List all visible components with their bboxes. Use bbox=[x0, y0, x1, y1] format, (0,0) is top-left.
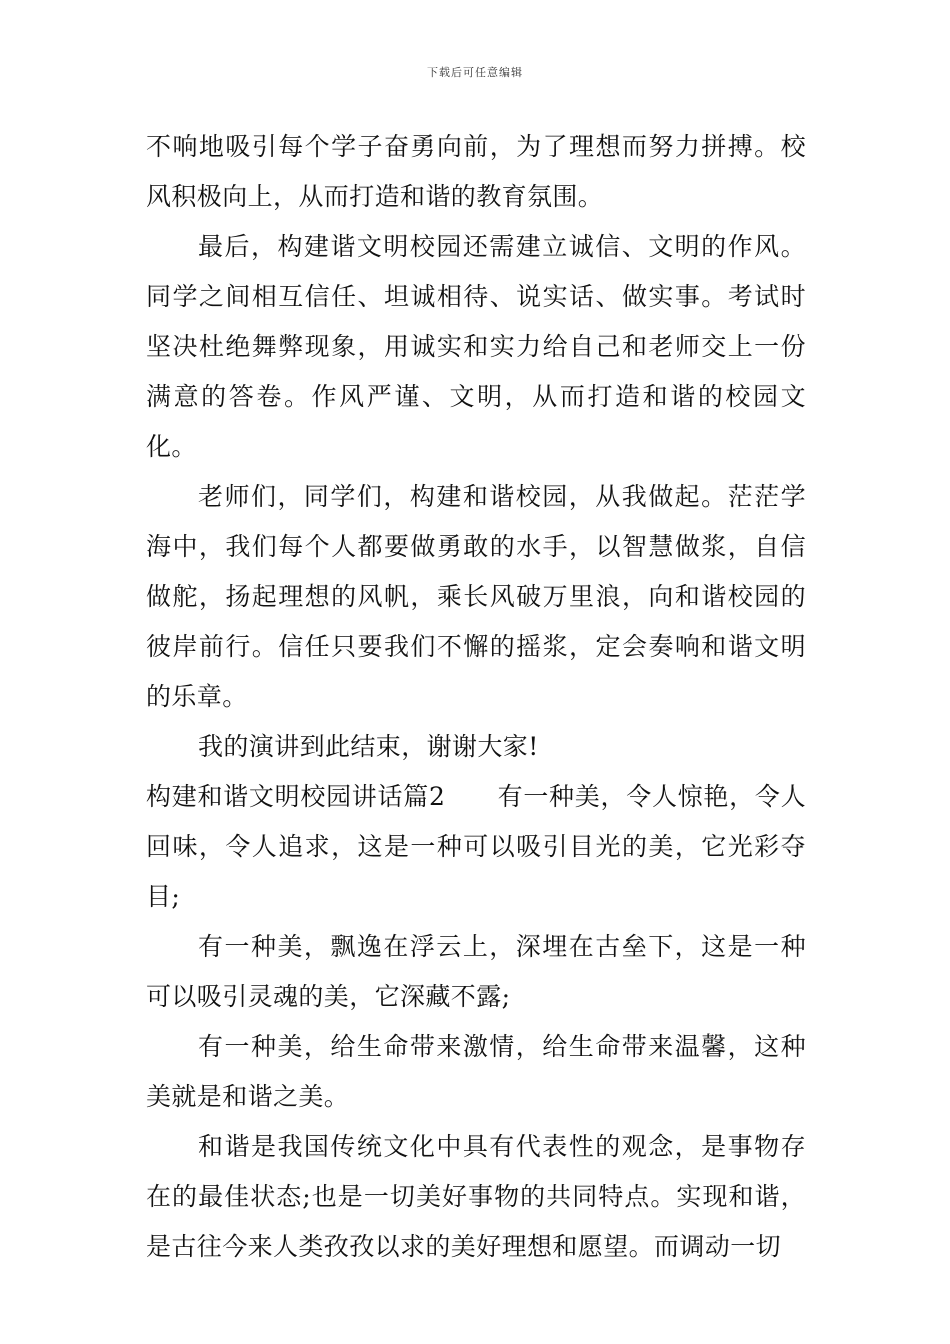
section-title: 构建和谐文明校园讲话篇2 bbox=[146, 782, 446, 811]
section-body: 有一种美，令人惊艳，令人回味，令人追求，这是一种可以吸引目光的美，它光彩夺目; bbox=[146, 782, 806, 911]
paragraph-1: 不响地吸引每个学子奋勇向前，为了理想而努力拼搏。校风积极向上，从而打造和谐的教育氛围。 bbox=[146, 132, 806, 211]
paragraph-4: 我的演讲到此结束，谢谢大家! bbox=[198, 732, 539, 761]
paragraph-8: 和谐是我国传统文化中具有代表性的观念，是事物存在的最佳状态;也是一切美好事物的共同特点。实现和谐，是古往今来人类孜孜以求的美好理想和愿望。而调动一切 bbox=[146, 1132, 806, 1261]
paragraph-3: 老师们，同学们，构建和谐校园，从我做起。茫茫学海中，我们每个人都要做勇敢的水手，以智慧做浆，自信做舵，扬起理想的风帆，乘长风破万里浪，向和谐校园的彼岸前行。信任只要我们不懈的摇浆，定会奏响和谐文明的乐章。 bbox=[146, 482, 806, 711]
paragraph-5 bbox=[146, 772, 806, 922]
paragraph-2: 最后，构建谐文明校园还需建立诚信、文明的作风。同学之间相互信任、坦诚相待、说实话、做实事。考试时坚决杜绝舞弊现象，用诚实和实力给自己和老师交上一份满意的答卷。作风严谨、文明，从而打造和谐的校园文化。 bbox=[146, 232, 806, 461]
paragraph-7: 有一种美，给生命带来激情，给生命带来温馨，这种美就是和谐之美。 bbox=[146, 1032, 806, 1111]
document-body bbox=[146, 122, 806, 1272]
page-header: 下载后可任意编辑 bbox=[427, 66, 523, 79]
paragraph-6: 有一种美，飘逸在浮云上，深埋在古垒下，这是一种可以吸引灵魂的美，它深藏不露; bbox=[146, 932, 806, 1011]
